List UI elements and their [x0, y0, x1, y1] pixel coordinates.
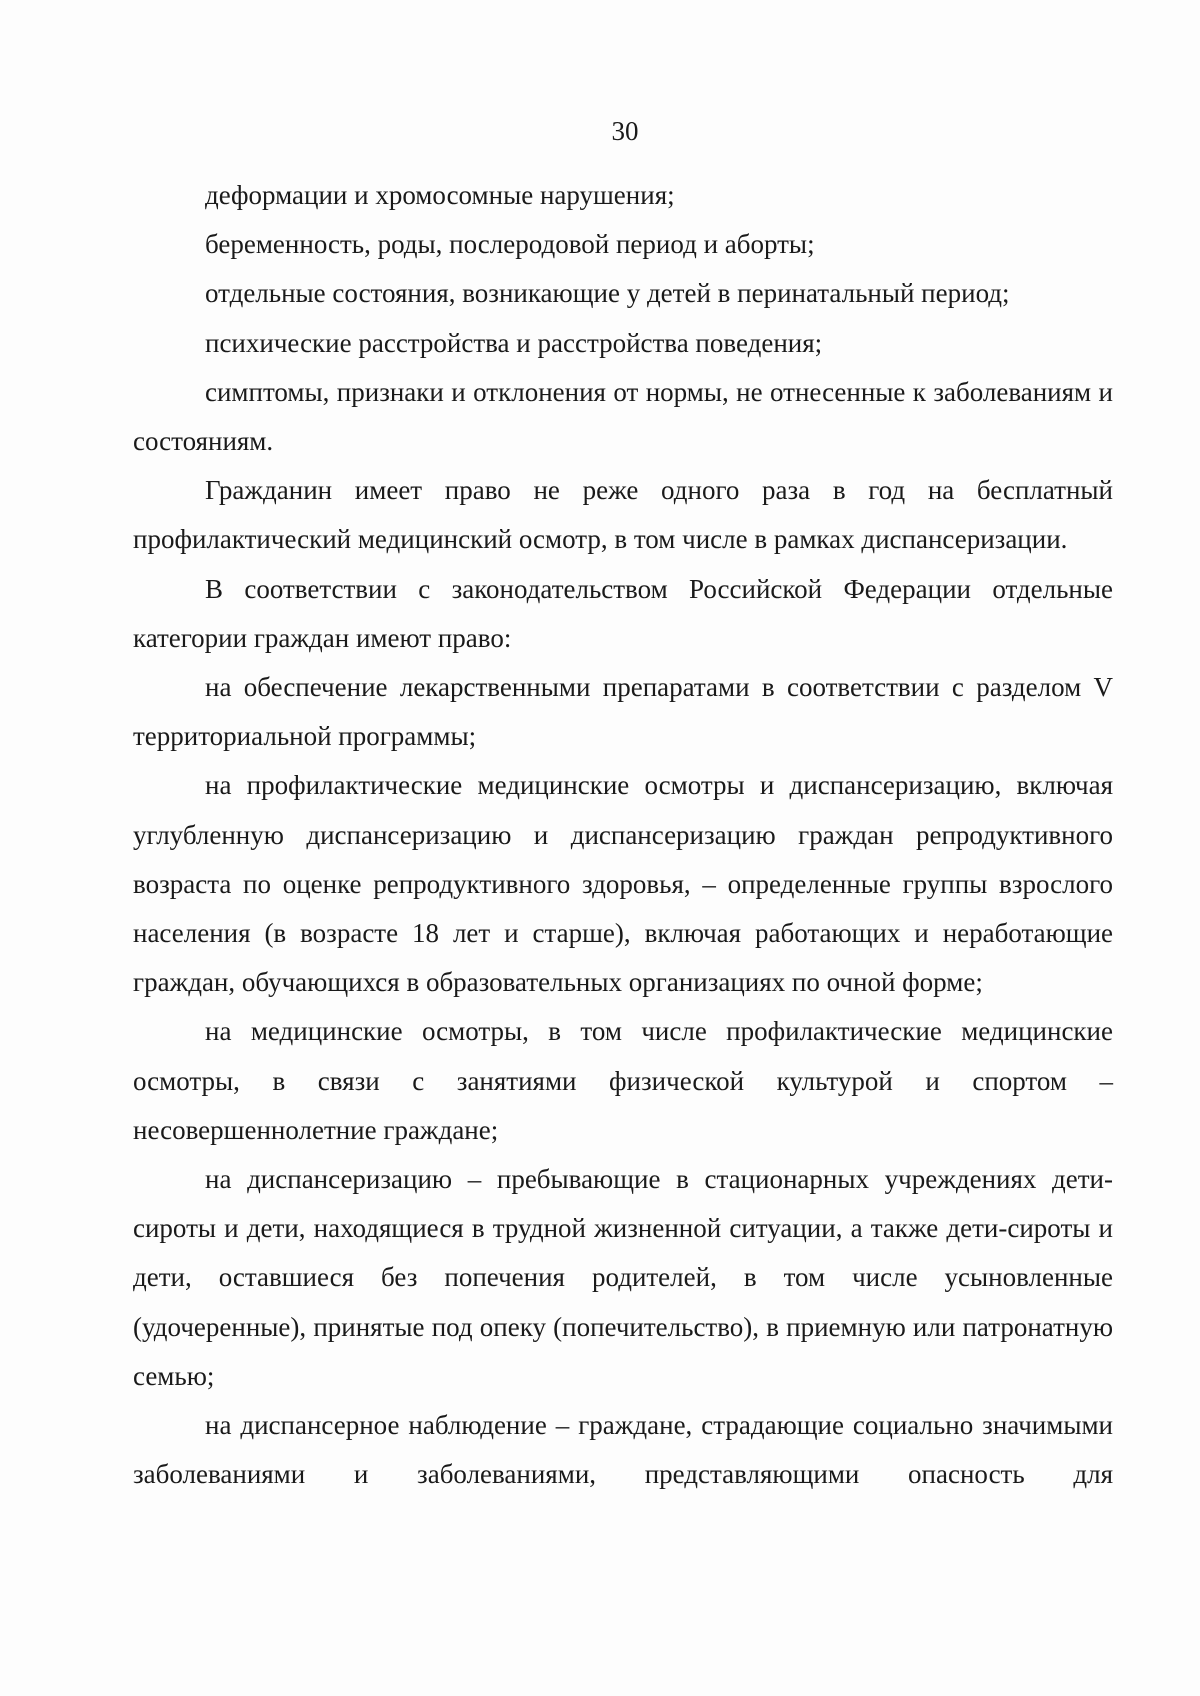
- paragraph: на профилактические медицинские осмотры и диспансеризацию, включая углубленную диспансеризацию и диспансеризацию граждан репродуктивного возраста по оценке репродуктивного здоровья, – определенные группы взрослого населения (в возрасте 18 лет и старше), включая работающих и неработающие граждан, обучающихся в образовательных организациях по очной форме;: [133, 770, 1113, 998]
- paragraph: деформации и хромосомные нарушения;: [205, 180, 675, 210]
- paragraph: симптомы, признаки и отклонения от нормы, не отнесенные к заболеваниям и состояниям.: [133, 376, 1113, 457]
- document-body: [133, 171, 1113, 1499]
- page-number: 30: [611, 116, 639, 146]
- paragraph: отдельные состояния, возникающие у детей в перинатальный период;: [205, 278, 1010, 309]
- paragraph: В соответствии с законодательством Российской Федерации отдельные категории граждан имеют право:: [133, 573, 1113, 653]
- paragraph: на обеспечение лекарственными препаратами в соответствии с разделом V территориальной программы;: [133, 672, 1113, 752]
- paragraph: Гражданин имеет право не реже одного раза в год на бесплатный профилактический медицинский осмотр, в том числе в рамках диспансеризации.: [133, 475, 1113, 555]
- paragraph: на диспансеризацию – пребывающие в стационарных учреждениях дети-сироты и дети, находящиеся в трудной жизненной ситуации, а также дети-сироты и дети, оставшиеся без попечения родителей, в том числе усыновленные (удочеренные), принятые под опеку (попечительство), в приемную или патронатную семью;: [133, 1164, 1113, 1391]
- paragraph: на диспансерное наблюдение – граждане, страдающие социально значимыми заболеваниями и заболеваниями, представляющими опасность для: [133, 1410, 1113, 1490]
- paragraph: на медицинские осмотры, в том числе профилактические медицинские осмотры, в связи с занятиями физической культурой и спортом – несовершеннолетние граждане;: [133, 1016, 1113, 1145]
- paragraph: психические расстройства и расстройства поведения;: [205, 327, 823, 358]
- paragraph: беременность, роды, послеродовой период и аборты;: [205, 229, 815, 260]
